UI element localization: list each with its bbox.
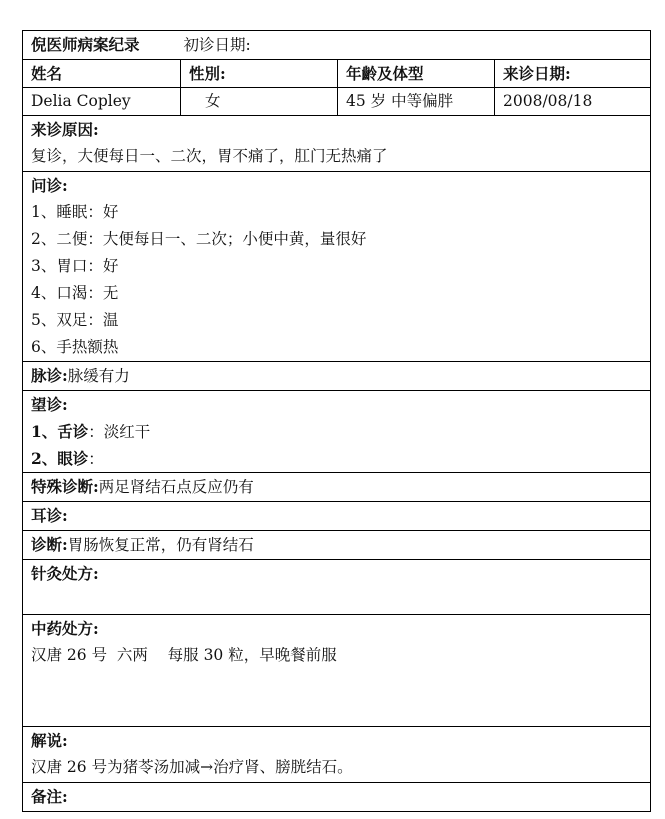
special-diagnosis-label: 特殊诊断:: [31, 477, 99, 496]
name-header: 姓名: [23, 60, 181, 88]
ear-section: [23, 502, 651, 531]
medical-record-table: [22, 30, 651, 812]
reason-section: [23, 116, 651, 172]
inquiry-label: 问诊:: [31, 176, 68, 195]
reason-text: 复诊，大便每日一、二次，胃不痛了，肛门无热痛了: [31, 147, 388, 165]
patient-age-build: 45 岁 中等偏胖: [338, 88, 495, 116]
diagnosis-label: 诊断:: [31, 535, 68, 554]
herbal-text: 汉唐 26 号 六两 每服 30 粒，早晚餐前服: [31, 646, 337, 664]
first-visit-date-label: 初诊日期:: [183, 36, 251, 54]
observation-label: 望诊:: [31, 395, 68, 414]
inquiry-item: 4、口渴：无: [31, 284, 119, 302]
patient-row: [23, 88, 651, 116]
patient-gender: 女: [181, 88, 338, 116]
inquiry-item: 5、双足：温: [31, 311, 119, 329]
inquiry-item: 6、手热额热: [31, 338, 119, 356]
herbal-section: [23, 615, 651, 727]
acupuncture-section: [23, 560, 651, 615]
gender-header: 性別:: [181, 60, 338, 88]
explanation-section: [23, 727, 651, 783]
ear-label: 耳诊:: [31, 506, 68, 525]
inquiry-section: [23, 172, 651, 362]
inquiry-item: 1、睡眠：好: [31, 203, 119, 221]
record-title: 倪医师病案纪录: [31, 35, 140, 54]
special-diagnosis-text: 两足肾结石点反应仍有: [98, 478, 254, 496]
observation-section: [23, 391, 651, 473]
acupuncture-label: 针灸处方:: [31, 564, 99, 583]
age-build-header: 年齡及体型: [338, 60, 495, 88]
patient-visit-date: 2008/08/18: [495, 88, 651, 116]
eye-value: ：: [88, 450, 104, 468]
visit-date-header: 来诊日期:: [495, 60, 651, 88]
tongue-value: ：淡红干: [88, 423, 151, 441]
pulse-label: 脉诊:: [31, 366, 68, 385]
diagnosis-text: 胃肠恢复正常，仍有肾结石: [67, 536, 254, 554]
title-row: [23, 31, 651, 60]
patient-name: Delia Copley: [23, 88, 181, 116]
pulse-text: 脉缓有力: [67, 367, 130, 385]
pulse-section: [23, 362, 651, 391]
tongue-label: 1、舌诊: [31, 422, 89, 441]
notes-section: [23, 783, 651, 812]
eye-label: 2、眼诊: [31, 449, 89, 468]
explanation-text: 汉唐 26 号为猪苓汤加减→治疗肾、膀胱结石。: [31, 758, 353, 776]
header-row: [23, 60, 651, 88]
reason-label: 来诊原因:: [31, 120, 99, 139]
inquiry-item: 2、二便：大便每日一、二次；小便中黄，量很好: [31, 230, 367, 248]
herbal-label: 中药处方:: [31, 619, 99, 638]
explanation-label: 解说:: [31, 731, 68, 750]
special-diagnosis-section: [23, 473, 651, 502]
inquiry-item: 3、胃口：好: [31, 257, 119, 275]
diagnosis-section: [23, 531, 651, 560]
notes-label: 备注:: [31, 787, 68, 806]
